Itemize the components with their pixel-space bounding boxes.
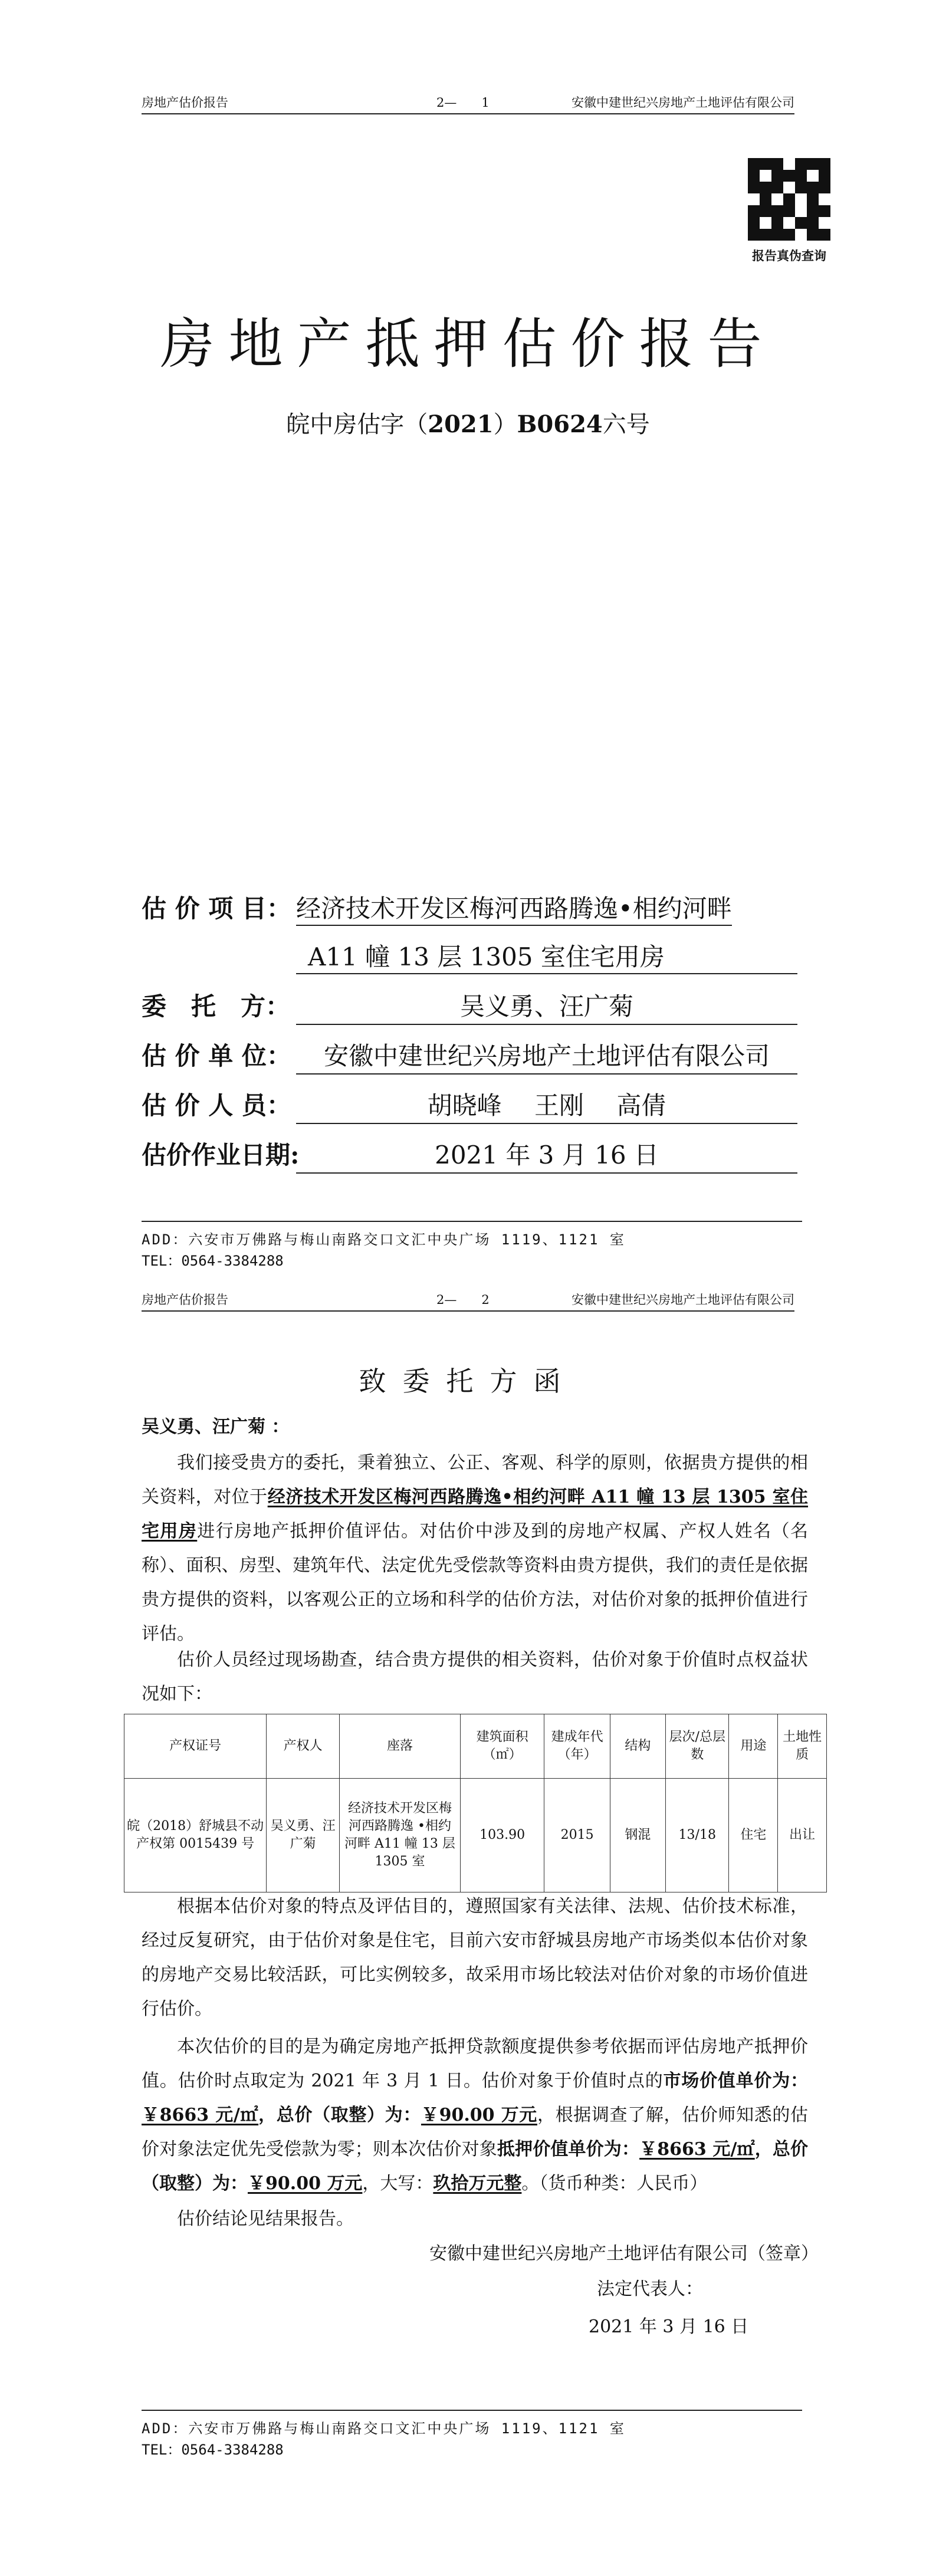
page-header [142,1288,794,1312]
project-label: 估 价 项 目： [142,894,291,923]
footer-tel: TEL：0564-3384288 [142,1253,284,1269]
letter-page [0,1288,936,2576]
date-row [142,1136,797,1174]
client-row [142,987,797,1025]
page-header [142,88,794,114]
table-cell: 2015 [544,1779,610,1892]
property-address: 经济技术开发区梅河西路腾逸•相约河畔 A11 幢 13 层 1305 室住宅用房 [142,1487,809,1542]
staff-value: 胡晓峰 王刚 高倩 [296,1086,797,1124]
table-cell: 皖（2018）舒城县不动产权第 0015439 号 [124,1779,267,1892]
footer-tel: TEL：0564-3384288 [142,2442,284,2458]
table-header-cell: 产权人 [267,1714,340,1779]
staff-label: 估 价 人 员： [142,1091,291,1120]
table-header-cell: 结构 [610,1714,665,1779]
signature-date: 2021 年 3 月 16 日 [589,2317,749,2337]
table-header-cell: 座落 [340,1714,461,1779]
date-value: 2021 年 3 月 16 日 [296,1136,797,1174]
page-footer [142,2410,802,2460]
page-footer [142,1221,802,1271]
qr-code-label: 报告真伪查询 [752,248,826,263]
table-cell: 103.90 [460,1779,544,1892]
table-header-cell: 建筑面积（㎡） [460,1714,544,1779]
header-company: 安徽中建世纪兴房地产土地评估有限公司 [572,96,794,110]
property-table [124,1714,827,1892]
table-header-cell: 层次/总层数 [666,1714,729,1779]
table-header-cell: 土地性质 [778,1714,827,1779]
table-row [124,1779,827,1892]
table-cell: 经济技术开发区梅河西路腾逸 •相约河畔 A11 幢 13 层 1305 室 [340,1779,461,1892]
project-value-line1: 经济技术开发区梅河西路腾逸•相约河畔 [296,889,732,926]
header-left: 房地产估价报告 [142,96,228,110]
letter-title: 致委托方函 [359,1365,577,1397]
table-cell: 13/18 [666,1779,729,1892]
table-cell: 钢混 [610,1779,665,1892]
paragraph-survey: 估价人员经过现场勘查，结合贵方提供的相关资料，估价对象于价值时点权益状况如下： [142,1650,808,1704]
paragraph-see-report: 估价结论见结果报告。 [177,2209,354,2229]
table-cell: 吴义勇、汪广菊 [267,1779,340,1892]
staff-row [142,1086,797,1124]
addressee: 吴义勇、汪广菊 ： [142,1417,290,1437]
table-cell: 住宅 [729,1779,778,1892]
unit-value: 安徽中建世纪兴房地产土地评估有限公司 [296,1037,797,1075]
qr-code-icon[interactable] [748,158,830,241]
unit-row [142,1037,797,1075]
signature-company: 安徽中建世纪兴房地产土地评估有限公司（签章） [429,2243,819,2264]
paragraph-method: 根据本估价对象的特点及评估目的，遵照国家有关法律、法规、估价技术标准，经过反复研究，由于估价对象是住宅，目前六安市舒城县房地产市场类似本估价对象的房地产交易比较活跃，可比实例较多，故采用市场比较法对估价对象的市场价值进行估价。 [142,1896,808,2019]
header-company: 安徽中建世纪兴房地产土地评估有限公司 [572,1293,794,1307]
table-header-cell: 用途 [729,1714,778,1779]
client-label: 委 托 方： [142,992,291,1021]
document-number: 皖中房估字（2021）B0624六号 [286,410,650,438]
client-value: 吴义勇、汪广菊 [296,987,797,1025]
table-header-row [124,1714,827,1779]
header-page-number: 2— 2 [436,1293,490,1307]
footer-address: ADD：六安市万佛路与梅山南路交口文汇中央广场 1119、1121 室 [142,2420,626,2437]
date-label: 估价作业日期: [142,1141,300,1169]
signature-representative: 法定代表人： [597,2279,703,2299]
header-page-number: 2— 1 [436,96,490,110]
report-title: 房地产抵押估价报告 [160,313,776,376]
footer-address: ADD：六安市万佛路与梅山南路交口文汇中央广场 1119、1121 室 [142,1231,626,1248]
paragraph-intro: 我们接受贵方的委托，秉着独立、公正、客观、科学的原则，依据贵方提供的相关资料，对位于经济技术开发区梅河西路腾逸•相约河畔 A11 幢 13 层 1305 室住宅用房进行房地产抵押价值评估。对估价中涉及到的房地产权属、产权人姓名（名称）、面积、房型、建筑年代、法定优先受偿款等资料由贵方提供，我们的责任是依据贵方提供的资料，以客观公正的立场和科学的估价方法，对估价对象的抵押价值进行评估。 [142,1453,809,1644]
project-row [142,889,296,925]
unit-label: 估 价 单 位： [142,1041,291,1070]
table-header-cell: 建成年代（年） [544,1714,610,1779]
paragraph-conclusion: 本次估价的目的是为确定房地产抵押贷款额度提供参考依据而评估房地产抵押价值。估价时点取定为 2021 年 3 月 1 日。估价对象于价值时点的市场价值单价为：￥8663 元/㎡，总价（取整）为：￥90.00 万元，根据调查了解，估价师知悉的估价对象法定优先受偿款为零；则本次估价对象抵押价值单价为：￥8663 元/㎡，总价（取整）为：￥90.00 万元，大写：玖拾万元整。（货币种类：人民币） [142,2036,809,2194]
project-value-line2: A11 幢 13 层 1305 室住宅用房 [296,938,797,974]
table-cell: 出让 [778,1779,827,1892]
table-header-cell: 产权证号 [124,1714,267,1779]
header-left: 房地产估价报告 [142,1293,228,1307]
